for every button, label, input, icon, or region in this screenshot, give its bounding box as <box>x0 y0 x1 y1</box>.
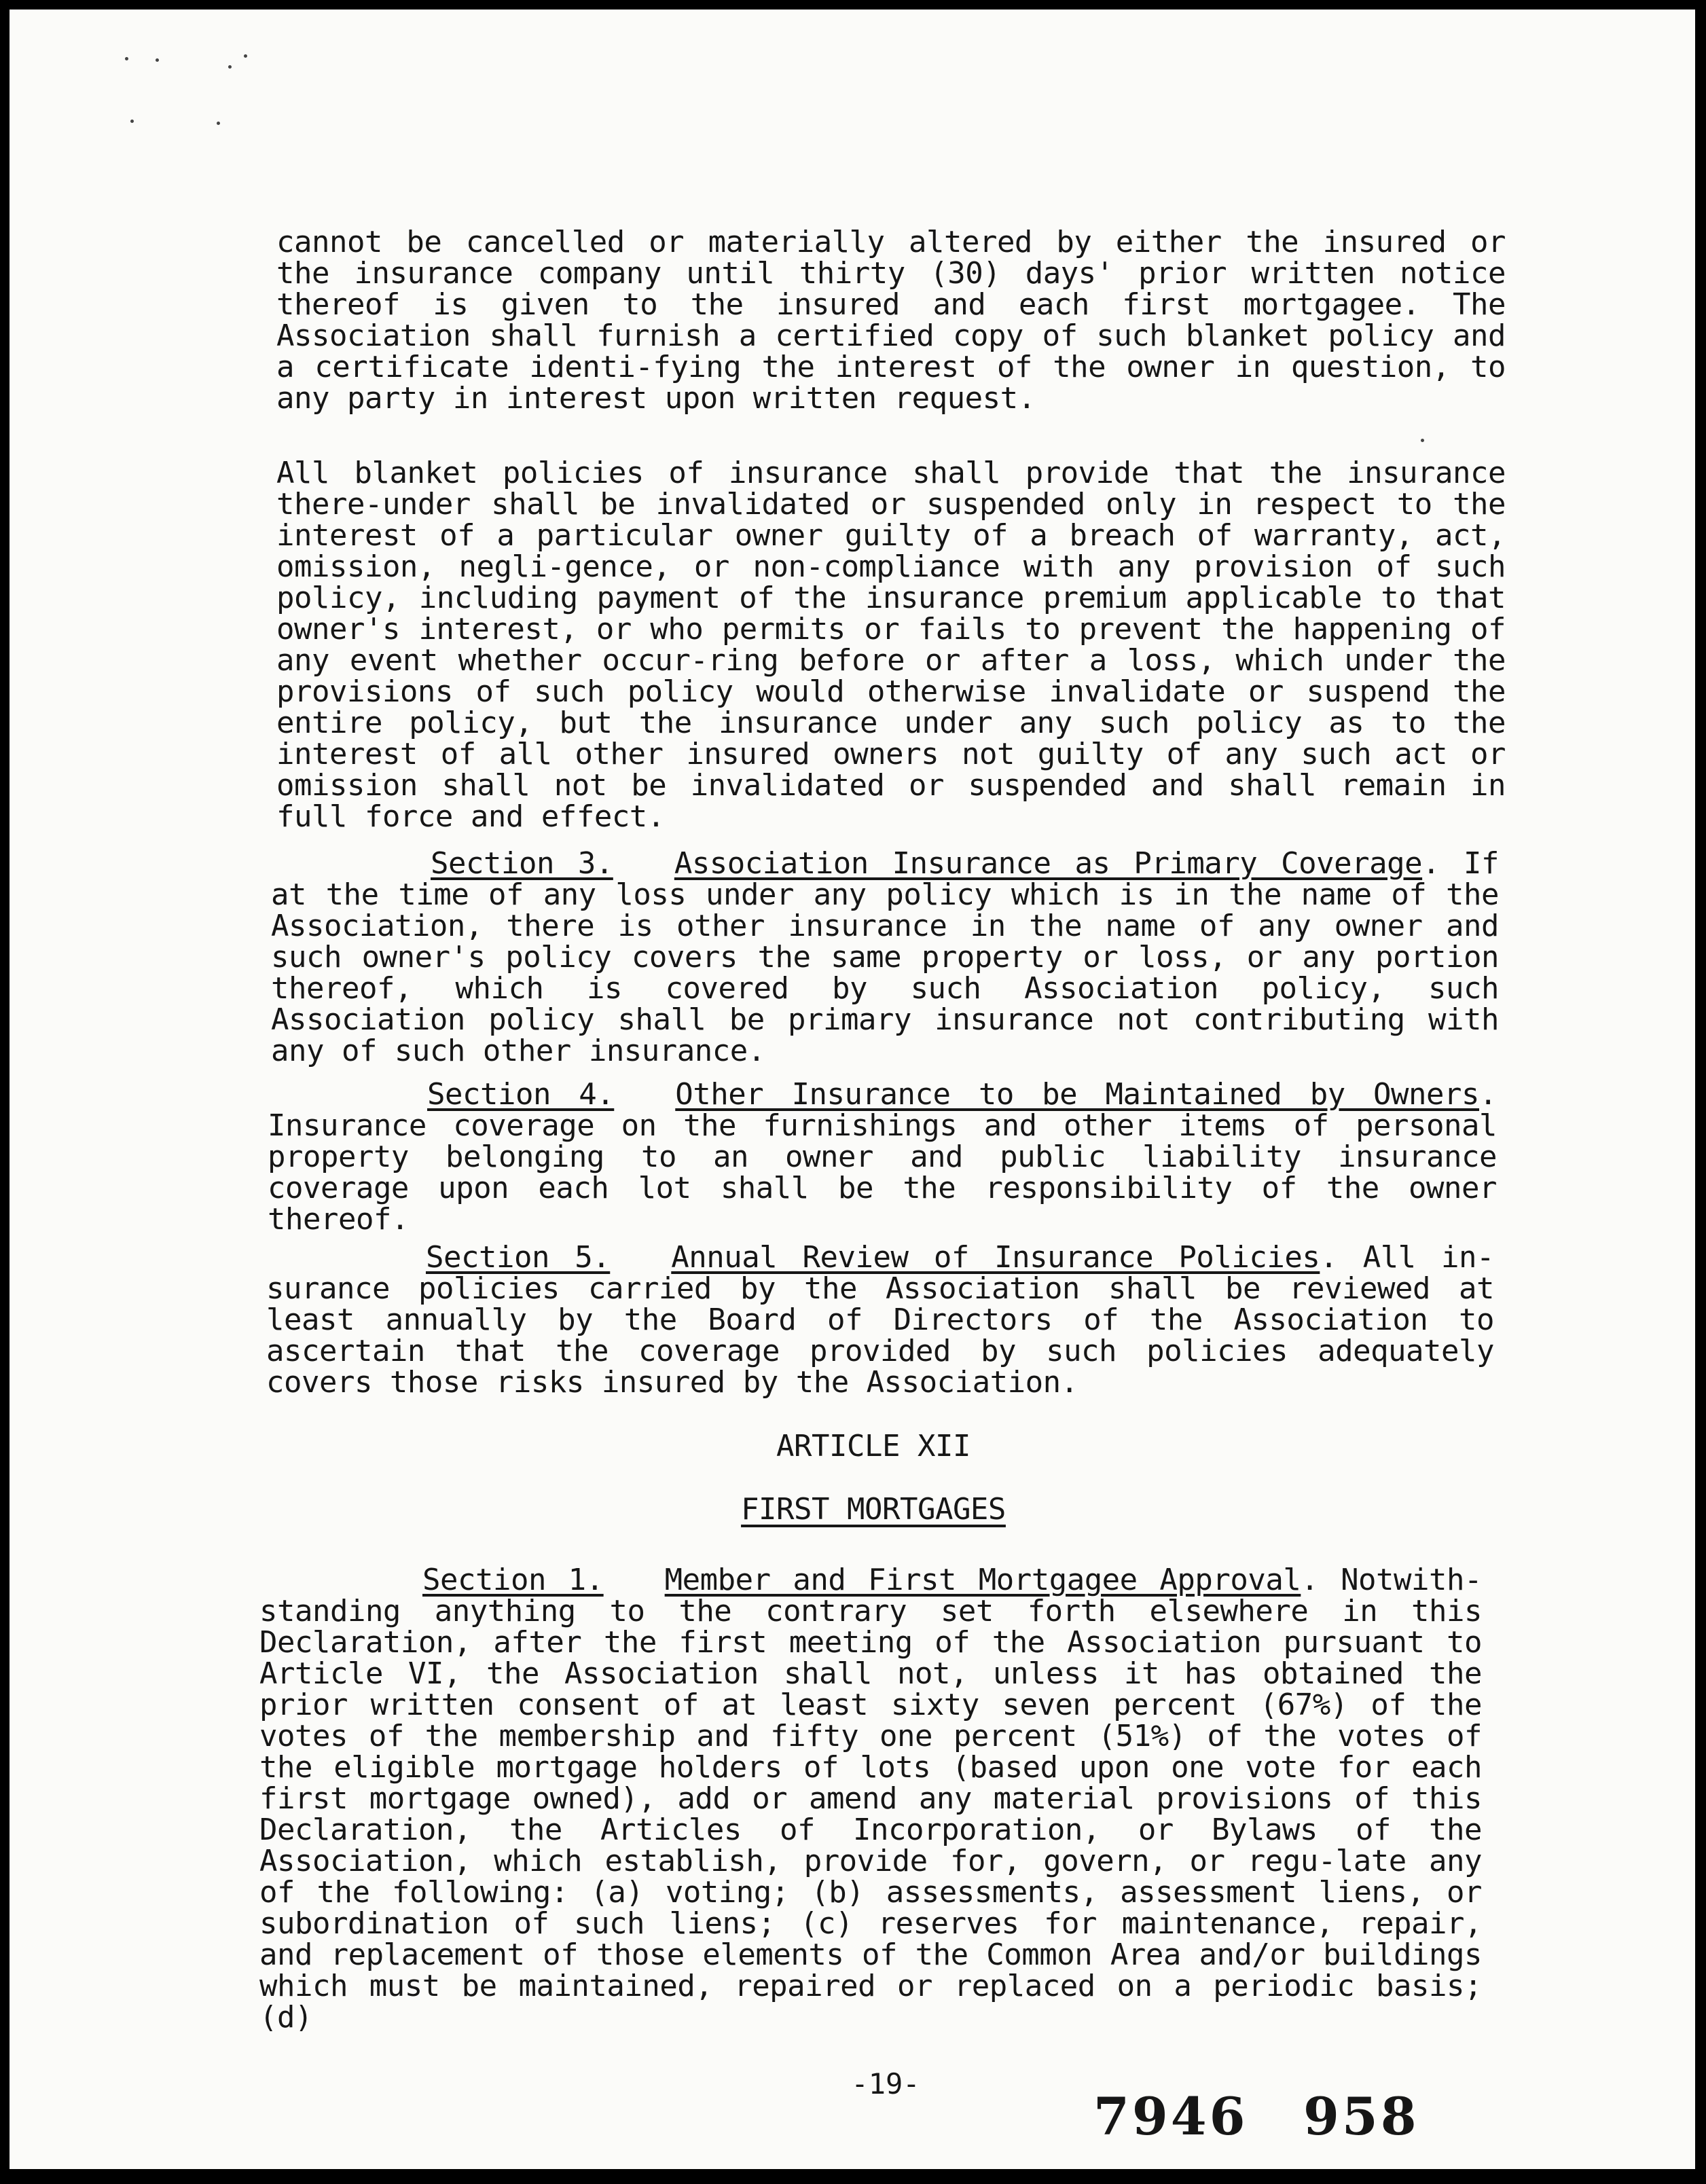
scan-speck <box>217 122 220 125</box>
scan-speck <box>156 58 159 62</box>
article-heading: ARTICLE XII <box>776 1429 970 1463</box>
section-3-text: If at the time of any loss under any policy which is in the name of the Association, there is other insurance in the name of any owner and such owner's policy covers the same property or loss, or any portion thereof, which is covered by such Association policy, such Association policy shall be primary insurance not contributing with any of such other insurance. <box>271 846 1499 1068</box>
scan-speck <box>244 54 247 58</box>
scan-speck <box>228 65 232 69</box>
section-5-paragraph: Section 5. Annual Review of Insurance Policies. All in-surance policies carried by the Association shall be reviewed at least annually by the Board of Directors of the Association to ascertain that the coverage provided by such policies adequately covers those risks insured by the Association. <box>266 1240 1494 1400</box>
article-title-text: FIRST MORTGAGES <box>741 1492 1006 1527</box>
section-4-paragraph: Section 4. Other Insurance to be Maintained by Owners. Insurance coverage on the furnishings and other items of personal property belonging to an owner and public liability insurance coverage upon each lot shall be the responsibility of the owner thereof. <box>268 1077 1497 1237</box>
section-3-title: Association Insurance as Primary Coverage <box>674 846 1423 881</box>
paragraph-policy-cancellation: cannot be cancelled or materially altered by either the insured or the insurance company until thirty (30) days' prior written notice thereof is given to the insured and each first mortgagee. The Association shall furnish a certified copy of such blanket policy and a certificate identi-fying the interest of the owner in question, to any party in interest upon written request. <box>276 225 1506 416</box>
section-5-title: Annual Review of Insurance Policies <box>671 1240 1320 1275</box>
paragraph-blanket-policies: All blanket policies of insurance shall provide that the insurance there-under shall be invalidated or suspended only in respect to the interest of a particular owner guilty of a breach of warranty, act, omission, negli-gence, or non-compliance with any provision of such policy, including payment of the insurance premium applicable to that owner's interest, or who permits or fails to prevent the happening of any event whether occur-ring before or after a loss, which under the provisions of such policy would otherwise invalidate or suspend the entire policy, but the insurance under any such policy as to the interest of all other insured owners not guilty of any such act or omission shall not be invalidated or suspended and shall remain in full force and effect. <box>276 456 1506 834</box>
article-12-section-1-number: Section 1. <box>422 1563 604 1597</box>
document-page <box>10 10 1695 2169</box>
article-title <box>670 1492 1077 1527</box>
section-5-text: All in-surance policies carried by the Association shall be reviewed at least annually by the Board of Directors of the Association to ascertain that the coverage provided by such policies adequately covers those risks insured by the Association. <box>266 1240 1494 1400</box>
section-4-text: Insurance coverage on the furnishings and other items of personal property belonging to an owner and public liability insurance coverage upon each lot shall be the responsibility of the owner thereof. <box>268 1108 1497 1237</box>
scan-speck <box>125 57 128 60</box>
section-5-number: Section 5. <box>426 1240 611 1275</box>
article-12-section-1-paragraph: Section 1. Member and First Mortgagee Approval. Notwith-standing anything to the contrary set forth elsewhere in this Declaration, after the first meeting of the Association pursuant to Article VI, the Association shall not, unless it has obtained the prior written consent of at least sixty seven percent (67%) of the votes of the membership and fifty one percent (51%) of the votes of the eligible mortgage holders of lots (based upon one vote for each first mortgage owned), add or amend any material provisions of this Declaration, the Articles of Incorporation, or Bylaws of the Association, which establish, provide for, govern, or regu-late any of the following: (a) voting; (b) assessments, assessment liens, or subordination of such liens; (c) reserves for maintenance, repair, and replacement of those elements of the Common Area and/or buildings which must be maintained, repaired or replaced on a periodic basis; (d) <box>259 1563 1482 2035</box>
section-4-number: Section 4. <box>427 1077 615 1112</box>
section-3-paragraph: Section 3. Association Insurance as Primary Coverage. If at the time of any loss under any policy which is in the name of the Association, there is other insurance in the name of any owner and such owner's policy covers the same property or loss, or any portion thereof, which is covered by such Association policy, such Association policy shall be primary insurance not contributing with any of such other insurance. <box>271 846 1499 1068</box>
article-12-section-1-text: Notwith-standing anything to the contrary set forth elsewhere in this Declaration, after the first meeting of the Association pursuant to Article VI, the Association shall not, unless it has obtained the prior written consent of at least sixty seven percent (67%) of the votes of the membership and fifty one percent (51%) of the votes of the eligible mortgage holders of lots (based upon one vote for each first mortgage owned), add or amend any material provisions of this Declaration, the Articles of Incorporation, or Bylaws of the Association, which establish, provide for, govern, or regu-late any of the following: (a) voting; (b) assessments, assessment liens, or subordination of such liens; (c) reserves for maintenance, repair, and replacement of those elements of the Common Area and/or buildings which must be maintained, repaired or replaced on a periodic basis; (d) <box>259 1563 1482 2035</box>
document-stamp-number-right: 958 <box>1303 2086 1419 2147</box>
scan-speck <box>130 120 134 123</box>
page-number: -19- <box>851 2067 920 2100</box>
section-3-number: Section 3. <box>431 846 613 881</box>
document-stamp-number-left: 7946 <box>1093 2086 1248 2147</box>
article-12-section-1-title: Member and First Mortgagee Approval <box>664 1563 1301 1597</box>
section-4-title: Other Insurance to be Maintained by Owners <box>675 1077 1479 1112</box>
scan-speck <box>1421 439 1424 442</box>
